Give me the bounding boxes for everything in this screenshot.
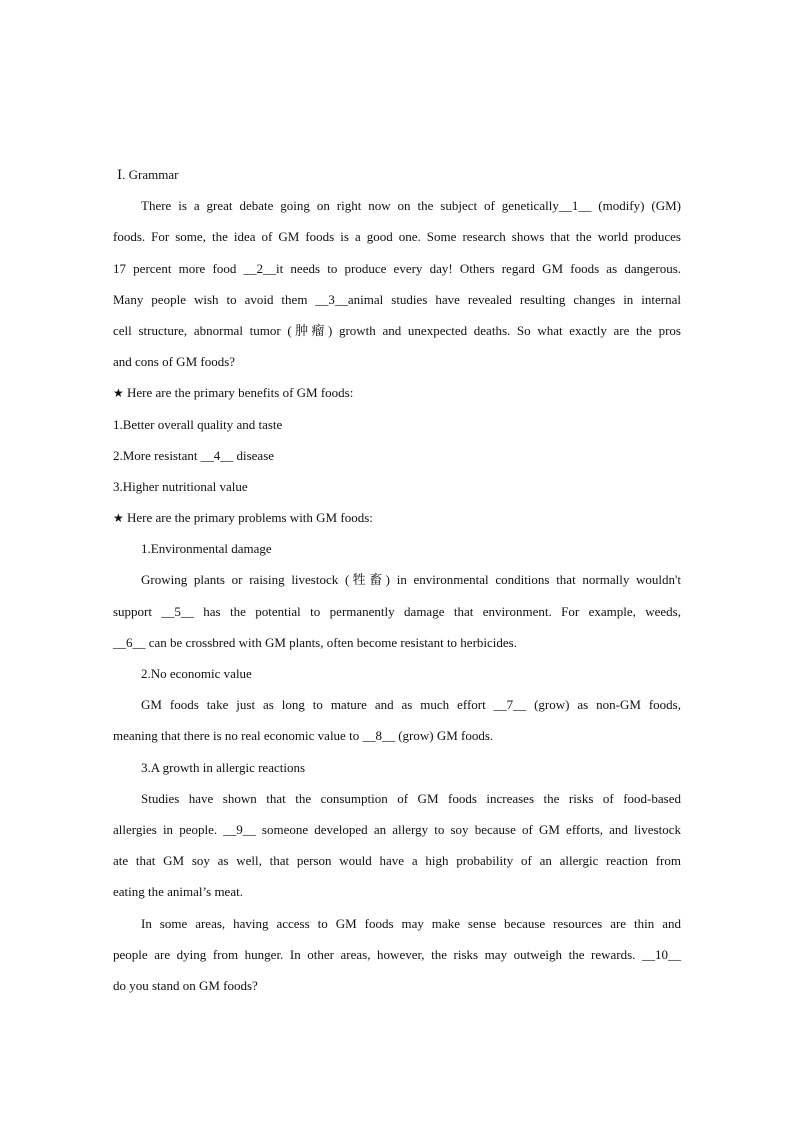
document-page xyxy=(113,159,681,1001)
problem-1-title: 1.Environmental damage xyxy=(141,541,272,557)
problem-1-line-1: Growing plants or raising livestock (牲畜) in environmental conditions that normally wouldn't xyxy=(141,572,681,588)
benefit-item-3: 3.Higher nutritional value xyxy=(113,478,248,494)
intro-line-5: cell structure, abnormal tumor (肿瘤) growth and unexpected deaths. So what exactly are the pros xyxy=(113,322,681,338)
problem-3-title: 3.A growth in allergic reactions xyxy=(141,759,306,775)
intro-line-3: 17 percent more food __2__it needs to produce every day! Others regard GM foods as dangerous. xyxy=(113,260,681,276)
closing-line-3: do you stand on GM foods? xyxy=(113,977,258,993)
problem-2-line-2: meaning that there is no real economic value to __8__ (grow) GM foods. xyxy=(113,728,494,744)
benefits-heading xyxy=(113,377,681,408)
star-icon: ★ xyxy=(113,511,124,526)
problem-3-line-3: ate that GM soy as well, that person would have a high probability of an allergic reaction from xyxy=(113,853,681,869)
problems-heading-text: Here are the primary problems with GM foods: xyxy=(127,510,373,526)
intro-line-2: foods. For some, the idea of GM foods is a good one. Some research shows that the world produces xyxy=(113,229,681,245)
benefit-item-2: 2.More resistant __4__ disease xyxy=(113,447,275,463)
problem-2-title: 2.No economic value xyxy=(141,666,252,681)
intro-line-4: Many people wish to avoid them __3__animal studies have revealed resulting changes in internal xyxy=(113,291,681,307)
intro-line-6: and cons of GM foods? xyxy=(113,354,236,370)
problem-3-line-1: Studies have shown that the consumption of GM foods increases the risks of food-based xyxy=(141,790,681,806)
problem-3-line-4: eating the animal’s meat. xyxy=(113,884,243,900)
closing-line-1: In some areas, having access to GM foods may make sense because resources are thin and xyxy=(141,915,681,931)
problems-heading xyxy=(113,502,681,533)
intro-line-1: There is a great debate going on right now on the subject of genetically__1__ (modify) (GM) xyxy=(141,198,681,214)
section-title: Ⅰ. Grammar xyxy=(117,167,179,182)
star-icon: ★ xyxy=(113,386,124,401)
benefit-item-1: 1.Better overall quality and taste xyxy=(113,416,283,432)
problem-1-line-3: __6__ can be crossbred with GM plants, often become resistant to herbicides. xyxy=(113,634,517,650)
benefits-heading-text: Here are the primary benefits of GM foods: xyxy=(127,385,354,401)
problem-2-line-1: GM foods take just as long to mature and as much effort __7__ (grow) as non-GM foods, xyxy=(141,697,681,713)
problem-1-line-2: support __5__ has the potential to permanently damage that environment. For example, weeds, xyxy=(113,603,681,619)
closing-line-2: people are dying from hunger. In other areas, however, the risks may outweigh the rewards. __10__ xyxy=(113,946,681,962)
problem-3-line-2: allergies in people. __9__ someone developed an allergy to soy because of GM efforts, and livestock xyxy=(113,821,681,837)
